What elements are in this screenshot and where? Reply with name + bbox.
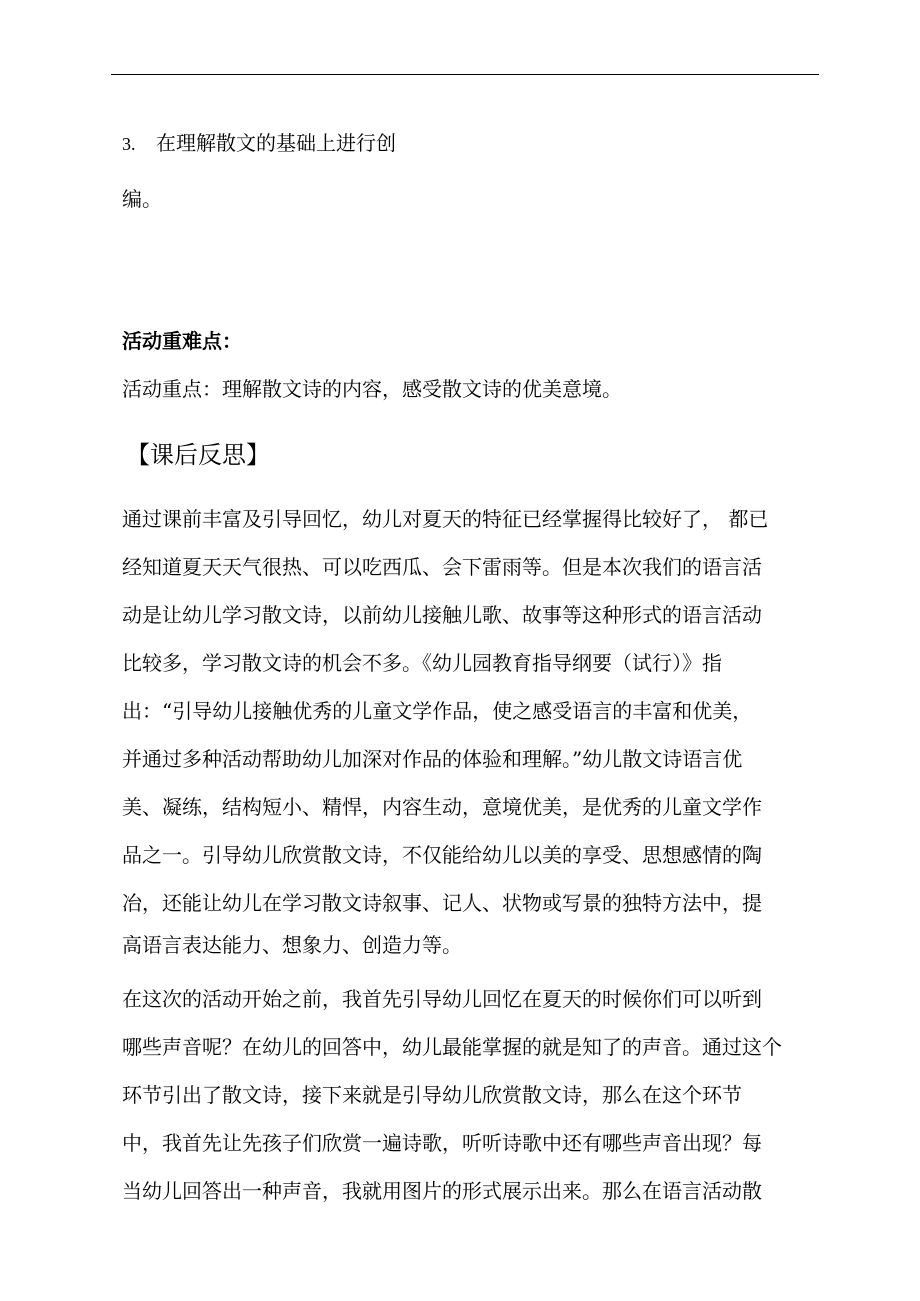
paragraph-line: 动是让幼儿学习散文诗，以前幼儿接触儿歌、故事等这种形式的语言活动	[122, 603, 762, 627]
paragraph-line: 高语言表达能力、想象力、创造力等。	[122, 933, 462, 957]
paragraph-line: 并通过多种活动帮助幼儿加深对作品的体验和理解。”幼儿散文诗语言优	[122, 747, 743, 771]
paragraph-line: 当幼儿回答出一种声音，我就用图片的形式展示出来。那么在语言活动散	[122, 1179, 762, 1203]
section-title: 【课后反思】	[126, 441, 270, 469]
paragraph-line: 经知道夏天天气很热、可以吃西瓜、会下雷雨等。但是本次我们的语言活	[122, 555, 762, 579]
difficulty-heading: 活动重难点：	[122, 331, 242, 353]
reflection-paragraph-1	[122, 495, 768, 963]
paragraph-line: 哪些声音呢？在幼儿的回答中，幼儿最能掌握的就是知了的声音。通过这个	[122, 1035, 782, 1059]
reflection-paragraph-2	[122, 975, 782, 1215]
header-rule	[111, 74, 819, 75]
objective-item-3	[122, 130, 396, 158]
paragraph-line: 冶，还能让幼儿在学习散文诗叙事、记人、状物或写景的独特方法中，提	[122, 891, 762, 915]
key-point-text: 活动重点：理解散文诗的内容，感受散文诗的优美意境。	[122, 379, 622, 401]
paragraph-line: 美、凝练，结构短小、精悍，内容生动，意境优美，是优秀的儿童文学作	[122, 795, 762, 819]
paragraph-line: 品之一。引导幼儿欣赏散文诗，不仅能给幼儿以美的享受、思想感情的陶	[122, 843, 762, 867]
paragraph-line: 出：“引导幼儿接触优秀的儿童文学作品，使之感受语言的丰富和优美，	[122, 699, 753, 723]
objective-item-number: 3.	[122, 134, 136, 154]
paragraph-line: 在这次的活动开始之前，我首先引导幼儿回忆在夏天的时候你们可以听到	[122, 987, 762, 1011]
objective-item-continuation: 编。	[122, 189, 162, 211]
paragraph-line: 通过课前丰富及引导回忆，幼儿对夏天的特征已经掌握得比较好了， 都已	[122, 507, 769, 531]
paragraph-line: 环节引出了散文诗，接下来就是引导幼儿欣赏散文诗，那么在这个环节	[122, 1083, 742, 1107]
paragraph-line: 中，我首先让先孩子们欣赏一遍诗歌，听听诗歌中还有哪些声音出现？每	[122, 1131, 762, 1155]
objective-item-text: 在理解散文的基础上进行创	[156, 133, 396, 155]
paragraph-line: 比较多，学习散文诗的机会不多。《幼儿园教育指导纲要（试行）》指	[122, 651, 722, 675]
